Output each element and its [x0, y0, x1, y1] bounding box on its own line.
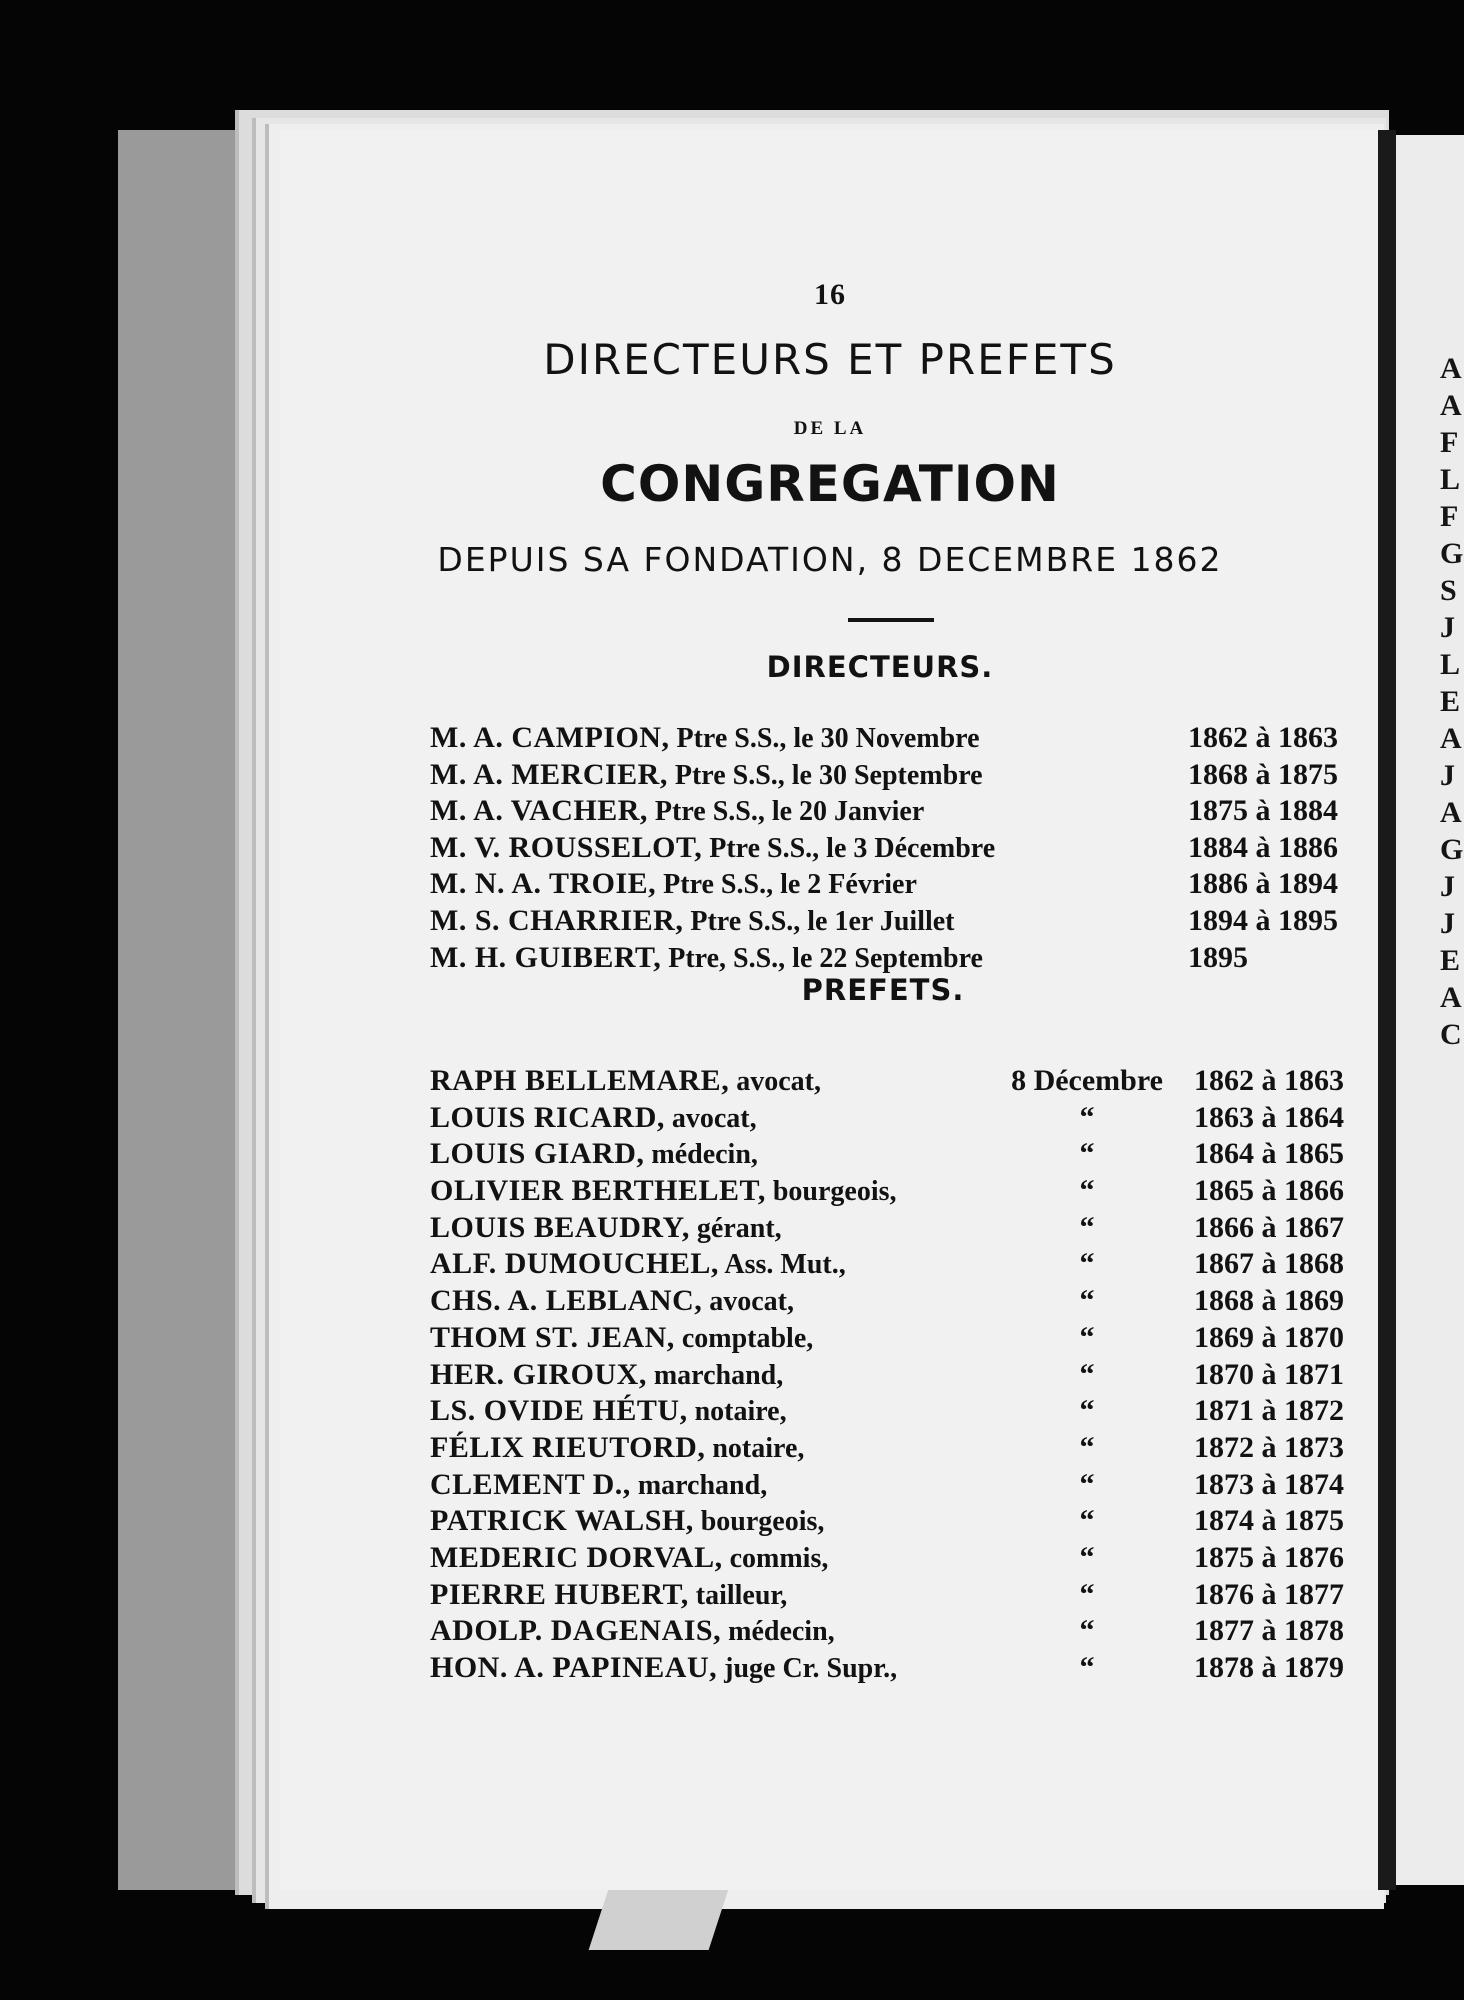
- entry-years: 1874 à 1875: [1194, 1504, 1344, 1538]
- entry-name-text: ALF. DUMOUCHEL,: [430, 1247, 719, 1281]
- facing-page-letter: J: [1440, 870, 1455, 903]
- entry-name-text: CLEMENT D.,: [430, 1467, 631, 1501]
- entry-description: comptable,: [674, 1322, 814, 1354]
- section-heading-directeurs: DIRECTEURS.: [766, 650, 994, 684]
- entry-name: [430, 1467, 767, 1504]
- entry-years: 1870 à 1871: [1194, 1357, 1344, 1391]
- entry-name: [430, 1173, 897, 1210]
- entry-years: 1895: [1188, 940, 1248, 974]
- entry-name: [430, 1210, 782, 1247]
- entry-description: Ptre, S.S., le 22 Septembre: [661, 942, 983, 974]
- facing-page-letter: A: [1440, 796, 1462, 829]
- facing-page-letter: A: [1440, 722, 1462, 755]
- entry-description: Ptre S.S., le 2 Février: [656, 869, 917, 901]
- entry-description: notaire,: [687, 1396, 787, 1428]
- entry-description: Ptre S.S., le 3 Décembre: [702, 832, 996, 864]
- facing-page-letter: L: [1440, 463, 1461, 496]
- entry-date: “: [1079, 1430, 1095, 1464]
- entry-description: avocat,: [702, 1286, 794, 1318]
- entry-name-text: M. H. GUIBERT,: [430, 940, 662, 974]
- entry-description: gérant,: [689, 1212, 782, 1244]
- title-divider: [848, 618, 934, 622]
- entry-name-text: M. A. MERCIER,: [430, 757, 668, 791]
- entry-years: 1894 à 1895: [1188, 903, 1338, 937]
- entry-name-text: CHS. A. LEBLANC,: [430, 1284, 703, 1318]
- entry-date: “: [1079, 1210, 1095, 1244]
- facing-page-letter: C: [1440, 1018, 1462, 1051]
- entry-name: [430, 1503, 824, 1540]
- entry-years: 1875 à 1884: [1188, 794, 1338, 828]
- entry-date: “: [1079, 1577, 1095, 1611]
- entry-description: tailleur,: [688, 1579, 788, 1611]
- entry-description: médecin,: [721, 1616, 835, 1648]
- entry-description: Ptre S.S., le 30 Septembre: [667, 759, 983, 791]
- entry-name-text: PIERRE HUBERT,: [430, 1577, 689, 1611]
- entry-name: [430, 1540, 828, 1577]
- entry-years: 1873 à 1874: [1194, 1467, 1344, 1501]
- entry-name-text: RAPH BELLEMARE,: [430, 1064, 730, 1097]
- entry-name-text: PATRICK WALSH,: [430, 1504, 694, 1538]
- entry-date: “: [1079, 1100, 1095, 1134]
- entry-name-text: LS. OVIDE HÉTU,: [430, 1394, 688, 1428]
- entry-name: [430, 866, 917, 903]
- facing-page-letter: L: [1440, 648, 1461, 681]
- page-title-line-2: DE LA: [793, 418, 867, 439]
- entry-description: notaire,: [705, 1432, 805, 1464]
- facing-page-letter: A: [1440, 389, 1462, 422]
- entry-name-text: LOUIS BEAUDRY,: [430, 1210, 690, 1244]
- entry-name: [430, 1613, 835, 1650]
- entry-date: “: [1079, 1174, 1095, 1208]
- entry-years: 1875 à 1876: [1194, 1540, 1344, 1574]
- entry-name-text: HON. A. PAPINEAU,: [430, 1651, 718, 1684]
- facing-page-letter: J: [1440, 907, 1455, 940]
- entry-name-text: M. S. CHARRIER,: [430, 903, 684, 937]
- entry-name: [430, 830, 995, 867]
- entry-description: Ptre S.S., le 30 Novembre: [669, 723, 980, 754]
- facing-page-edge: [1396, 135, 1464, 1885]
- entry-years: 1864 à 1865: [1194, 1137, 1344, 1171]
- facing-page-letter: E: [1440, 685, 1461, 718]
- entry-name-text: M. V. ROUSSELOT,: [430, 830, 703, 864]
- facing-page-letter: J: [1440, 611, 1455, 644]
- entry-name: [430, 793, 924, 830]
- entry-name: [430, 1577, 787, 1614]
- entry-years: 1866 à 1867: [1194, 1210, 1344, 1244]
- entry-years: 1886 à 1894: [1188, 867, 1338, 901]
- entry-years: 1862 à 1863: [1188, 721, 1338, 754]
- entry-name: [430, 1357, 783, 1394]
- entry-years: 1876 à 1877: [1194, 1577, 1344, 1611]
- torn-page-corner: [589, 1880, 732, 1950]
- entry-name-text: LOUIS GIARD,: [430, 1137, 645, 1171]
- entry-name-text: MEDERIC DORVAL,: [430, 1540, 723, 1574]
- entry-years: 1867 à 1868: [1194, 1247, 1344, 1281]
- entry-name: [430, 1430, 804, 1467]
- facing-page-letter: E: [1440, 944, 1461, 977]
- entry-years: 1877 à 1878: [1194, 1614, 1344, 1648]
- entry-name-text: FÉLIX RIEUTORD,: [430, 1430, 706, 1464]
- entry-name: [430, 720, 980, 757]
- book-gutter: [1378, 130, 1396, 1890]
- entry-date: “: [1079, 1357, 1095, 1391]
- entry-date: “: [1079, 1467, 1095, 1501]
- entry-name: [430, 1246, 846, 1283]
- entry-description: commis,: [722, 1542, 829, 1574]
- entry-years: 1868 à 1875: [1188, 757, 1338, 791]
- entry-description: médecin,: [644, 1139, 758, 1171]
- entry-date: “: [1079, 1540, 1095, 1574]
- entry-name: [430, 1100, 757, 1137]
- entry-name: [430, 757, 983, 794]
- entry-description: Ass. Mut.,: [718, 1249, 846, 1281]
- entry-description: marchand,: [630, 1469, 768, 1501]
- entry-name-text: LOUIS RICARD,: [430, 1100, 665, 1134]
- entry-description: bourgeois,: [765, 1176, 897, 1208]
- entry-years: 1871 à 1872: [1194, 1394, 1344, 1428]
- entry-years: 1862 à 1863: [1194, 1064, 1344, 1097]
- entry-date: “: [1079, 1504, 1095, 1538]
- entry-description: Ptre S.S., le 20 Janvier: [647, 796, 925, 828]
- entry-name-text: OLIVIER BERTHELET,: [430, 1174, 766, 1208]
- page-number: 16: [814, 278, 846, 311]
- entry-name: [430, 1136, 758, 1173]
- entry-years: 1878 à 1879: [1194, 1651, 1344, 1684]
- entry-description: bourgeois,: [693, 1506, 825, 1538]
- facing-page-letter: G: [1440, 833, 1464, 866]
- page-title-line-3: CONGREGATION: [600, 455, 1060, 513]
- facing-page-letter: A: [1440, 981, 1462, 1014]
- facing-page-letter: F: [1440, 500, 1459, 533]
- entry-description: avocat,: [664, 1102, 757, 1134]
- facing-page-letter: J: [1440, 759, 1455, 792]
- entry-name-text: M. N. A. TROIE,: [430, 867, 657, 901]
- page-title-line-1: DIRECTEURS ET PREFETS: [543, 335, 1117, 384]
- facing-page-letter: F: [1440, 426, 1459, 459]
- entry-date: 8 Décembre: [1011, 1064, 1163, 1097]
- facing-page-letter: A: [1440, 352, 1462, 385]
- page-subtitle: DEPUIS SA FONDATION, 8 DECEMBRE 1862: [437, 540, 1223, 579]
- entry-description: juge Cr. Supr.,: [717, 1653, 898, 1684]
- entry-name: [430, 1063, 821, 1100]
- section-heading-prefets: PREFETS.: [801, 973, 965, 1007]
- entry-date: “: [1079, 1137, 1095, 1171]
- facing-page-letter: S: [1440, 574, 1457, 607]
- entry-years: 1865 à 1866: [1194, 1174, 1344, 1208]
- entry-name: [430, 1393, 787, 1430]
- entry-name: [430, 940, 983, 977]
- entry-date: “: [1079, 1394, 1095, 1428]
- entry-description: Ptre S.S., le 1er Juillet: [683, 905, 955, 937]
- entry-name: [430, 1283, 794, 1320]
- entry-name-text: M. A. CAMPION,: [430, 721, 670, 754]
- entry-name: [430, 1320, 813, 1357]
- book-page: [280, 130, 1380, 1890]
- entry-name-text: THOM ST. JEAN,: [430, 1320, 675, 1354]
- entry-name-text: ADOLP. DAGENAIS,: [430, 1614, 722, 1648]
- facing-page-letter: G: [1440, 537, 1464, 570]
- entry-date: “: [1079, 1614, 1095, 1648]
- entry-description: marchand,: [646, 1359, 784, 1391]
- entry-date: “: [1079, 1651, 1095, 1684]
- entry-name: [430, 1650, 897, 1687]
- entry-years: 1868 à 1869: [1194, 1284, 1344, 1318]
- entry-description: avocat,: [729, 1066, 821, 1097]
- entry-years: 1863 à 1864: [1194, 1100, 1344, 1134]
- entry-date: “: [1079, 1284, 1095, 1318]
- entry-name-text: HER. GIROUX,: [430, 1357, 647, 1391]
- entry-years: 1872 à 1873: [1194, 1430, 1344, 1464]
- entry-name-text: M. A. VACHER,: [430, 794, 648, 828]
- entry-years: 1884 à 1886: [1188, 830, 1338, 864]
- entry-date: “: [1079, 1247, 1095, 1281]
- entry-years: 1869 à 1870: [1194, 1320, 1344, 1354]
- entry-date: “: [1079, 1320, 1095, 1354]
- entry-name: [430, 903, 955, 940]
- facing-page-letters: [1396, 350, 1463, 1053]
